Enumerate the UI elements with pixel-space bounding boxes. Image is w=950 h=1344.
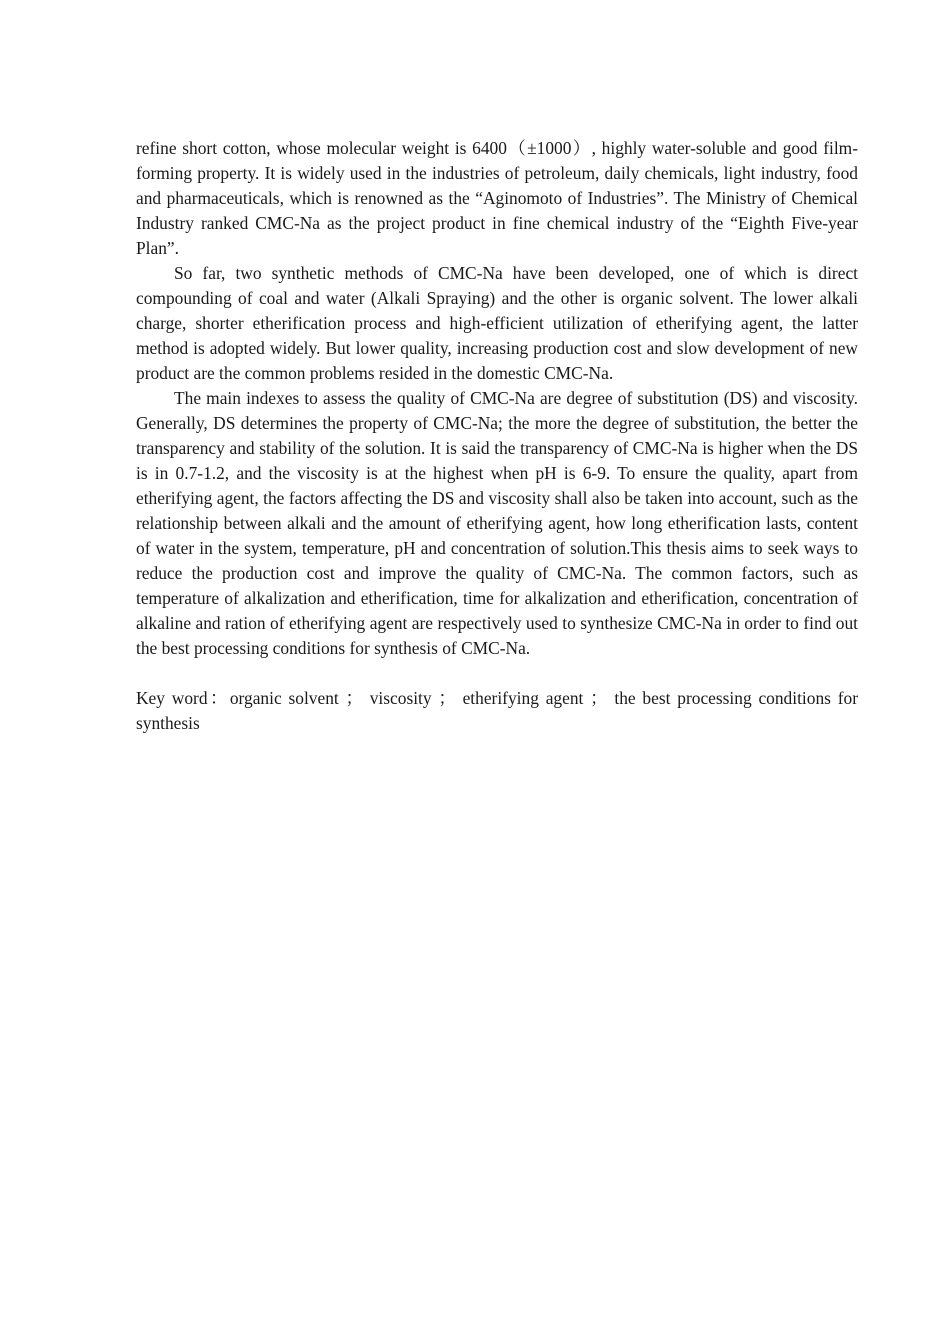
abstract-paragraph-3: The main indexes to assess the quality of CMC-Na are degree of substitution (DS) and viscosity. Generally, DS determines the property of CMC-Na; the more the degree of substitution, the better the transparency and stability of the solution. It is said the transparency of CMC-Na is higher when the DS is in 0.7-1.2, and the viscosity is at the highest when pH is 6-9. To ensure the quality, apart from etherifying agent, the factors affecting the DS and viscosity shall also be taken into account, such as the relationship between alkali and the amount of etherifying agent, how long etherification lasts, content of water in the system, temperature, pH and concentration of solution.This thesis aims to seek ways to reduce the production cost and improve the quality of CMC-Na. The common factors, such as temperature of alkalization and etherification, time for alkalization and etherification, concentration of alkaline and ration of etherifying agent are respectively used to synthesize CMC-Na in order to find out the best processing conditions for synthesis of CMC-Na. [136,388,858,658]
abstract-paragraph-2: So far, two synthetic methods of CMC-Na have been developed, one of which is direct compounding of coal and water (Alkali Spraying) and the other is organic solvent. The lower alkali charge, shorter etherification process and high-efficient utilization of etherifying agent, the latter method is adopted widely. But lower quality, increasing production cost and slow development of new product are the common problems resided in the domestic CMC-Na. [136,263,858,383]
abstract-paragraph-1: refine short cotton, whose molecular weight is 6400（±1000）, highly water-soluble and good film-forming property. It is widely used in the industries of petroleum, daily chemicals, light industry, food and pharmaceuticals, which is renowned as the “Aginomoto of Industries”. The Ministry of Chemical Industry ranked CMC-Na as the project product in fine chemical industry of the “Eighth Five-year Plan”. [136,138,858,258]
abstract-body [136,136,858,736]
keywords-line: Key word：organic solvent ； viscosity ； etherifying agent ； the best processing conditions for synthesis [136,688,858,733]
